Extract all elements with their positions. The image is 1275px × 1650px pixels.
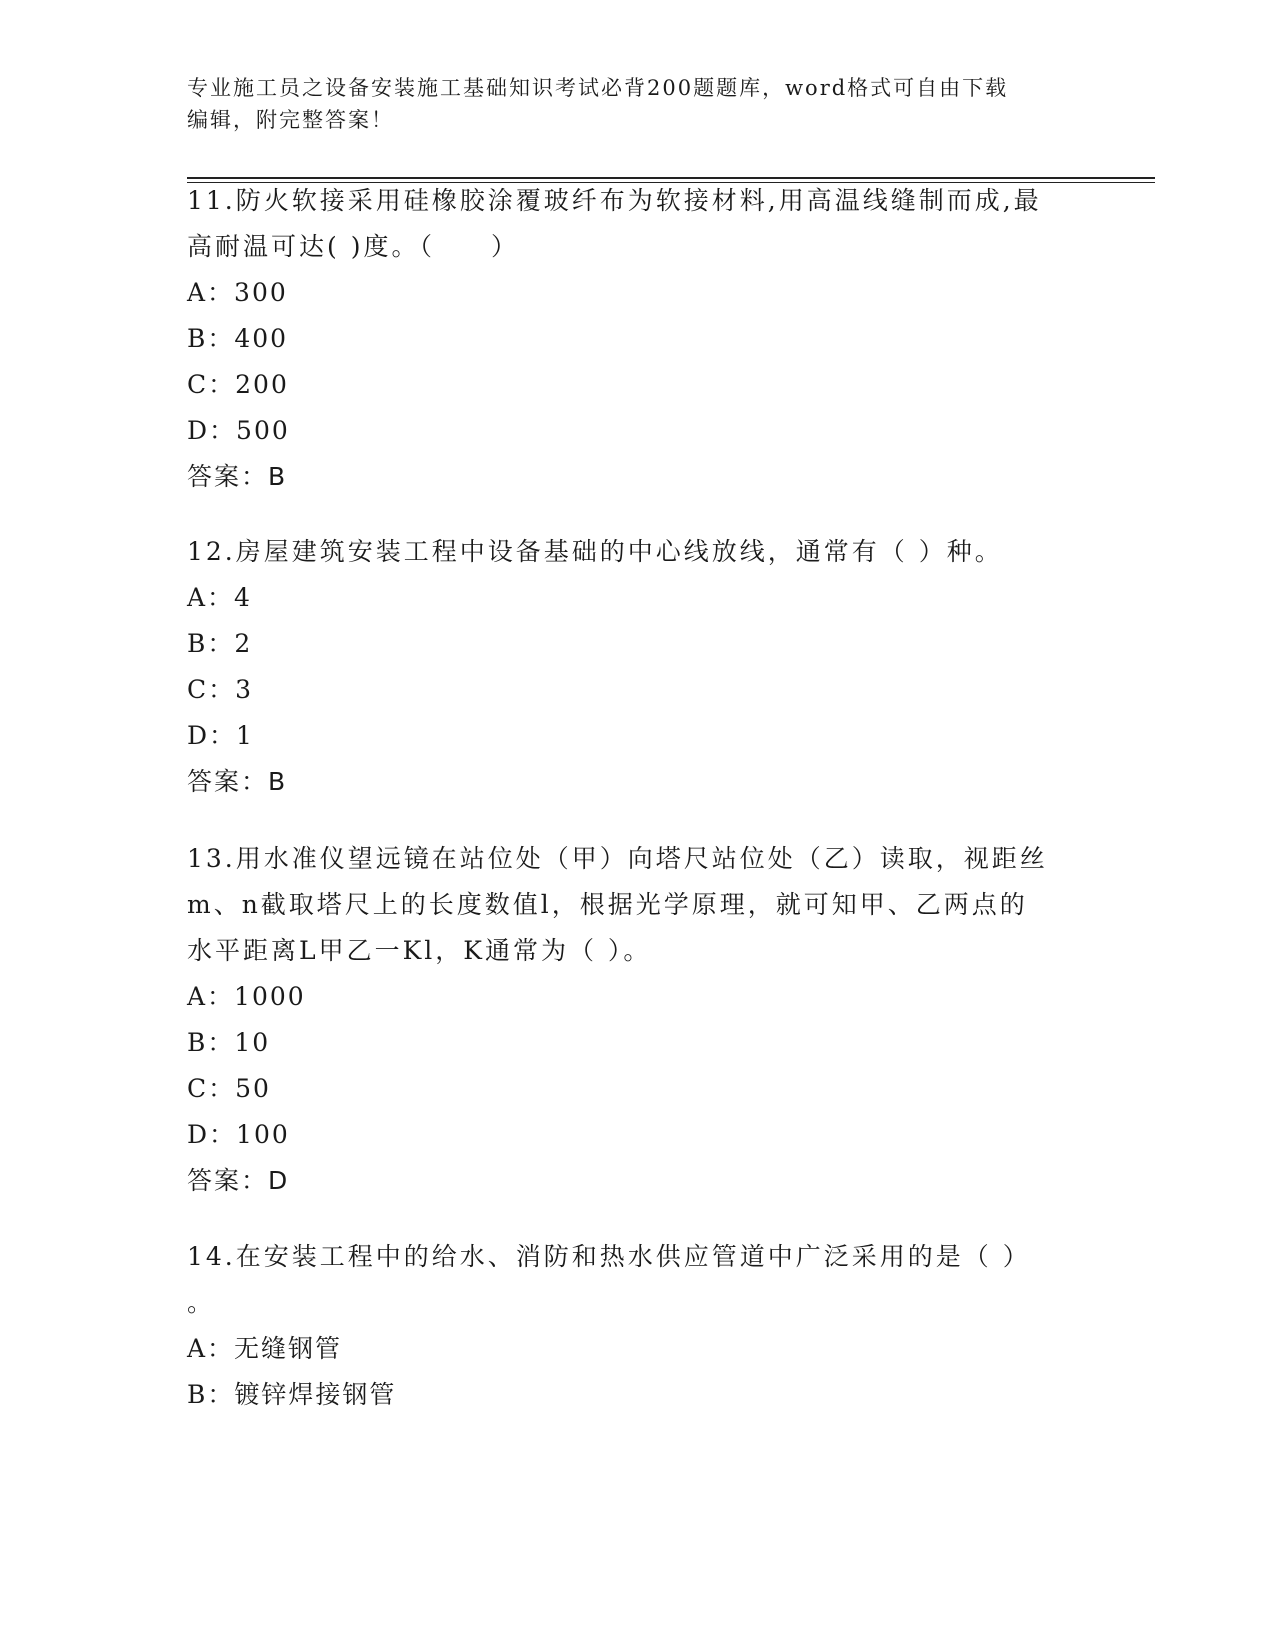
header-line-2: 编辑，附完整答案！ — [187, 108, 394, 132]
option-b: B：400 — [187, 324, 289, 353]
question-text-line: 11.防火软接采用硅橡胶涂覆玻纤布为软接材料,用高温线缝制而成,最 — [187, 186, 1042, 215]
option-b: B：2 — [187, 629, 253, 658]
question-13 — [187, 836, 1087, 1204]
option-a: A：4 — [187, 583, 252, 612]
question-text-line: 12.房屋建筑安装工程中设备基础的中心线放线，通常有（ ）种。 — [187, 537, 1003, 566]
option-d: D：1 — [187, 721, 254, 750]
answer-line: 答案：B — [187, 767, 288, 796]
question-text-line: 13.用水准仪望远镜在站位处（甲）向塔尺站位处（乙）读取，视距丝 — [187, 844, 1048, 873]
question-11 — [187, 178, 1087, 500]
option-a: A：1000 — [187, 982, 306, 1011]
option-c: C：200 — [187, 370, 289, 399]
question-text-line: m、n截取塔尺上的长度数值l，根据光学原理，就可知甲、乙两点的 — [187, 890, 1028, 919]
header-line-1: 专业施工员之设备安装施工基础知识考试必背200题题库，word格式可自由下载 — [187, 76, 1009, 100]
option-a: A：300 — [187, 278, 288, 307]
question-text-line: 14.在安装工程中的给水、消防和热水供应管道中广泛采用的是（ ） — [187, 1242, 1031, 1271]
option-c: C：50 — [187, 1074, 271, 1103]
option-b: B：10 — [187, 1028, 271, 1057]
question-14 — [187, 1234, 1087, 1418]
document-header — [187, 72, 1067, 136]
option-d: D：100 — [187, 1120, 290, 1149]
answer-line: 答案：D — [187, 1166, 290, 1195]
option-c: C：3 — [187, 675, 254, 704]
option-d: D：500 — [187, 416, 290, 445]
answer-line: 答案：B — [187, 462, 288, 491]
question-text-line: 水平距离L甲乙一Kl，K通常为（ ）。 — [187, 936, 652, 965]
option-b: B：镀锌焊接钢管 — [187, 1380, 397, 1409]
question-12 — [187, 529, 1087, 805]
question-text-line: 高耐温可达( )度。（ ） — [187, 232, 519, 261]
question-text-line: 。 — [187, 1288, 216, 1317]
option-a: A：无缝钢管 — [187, 1334, 343, 1363]
